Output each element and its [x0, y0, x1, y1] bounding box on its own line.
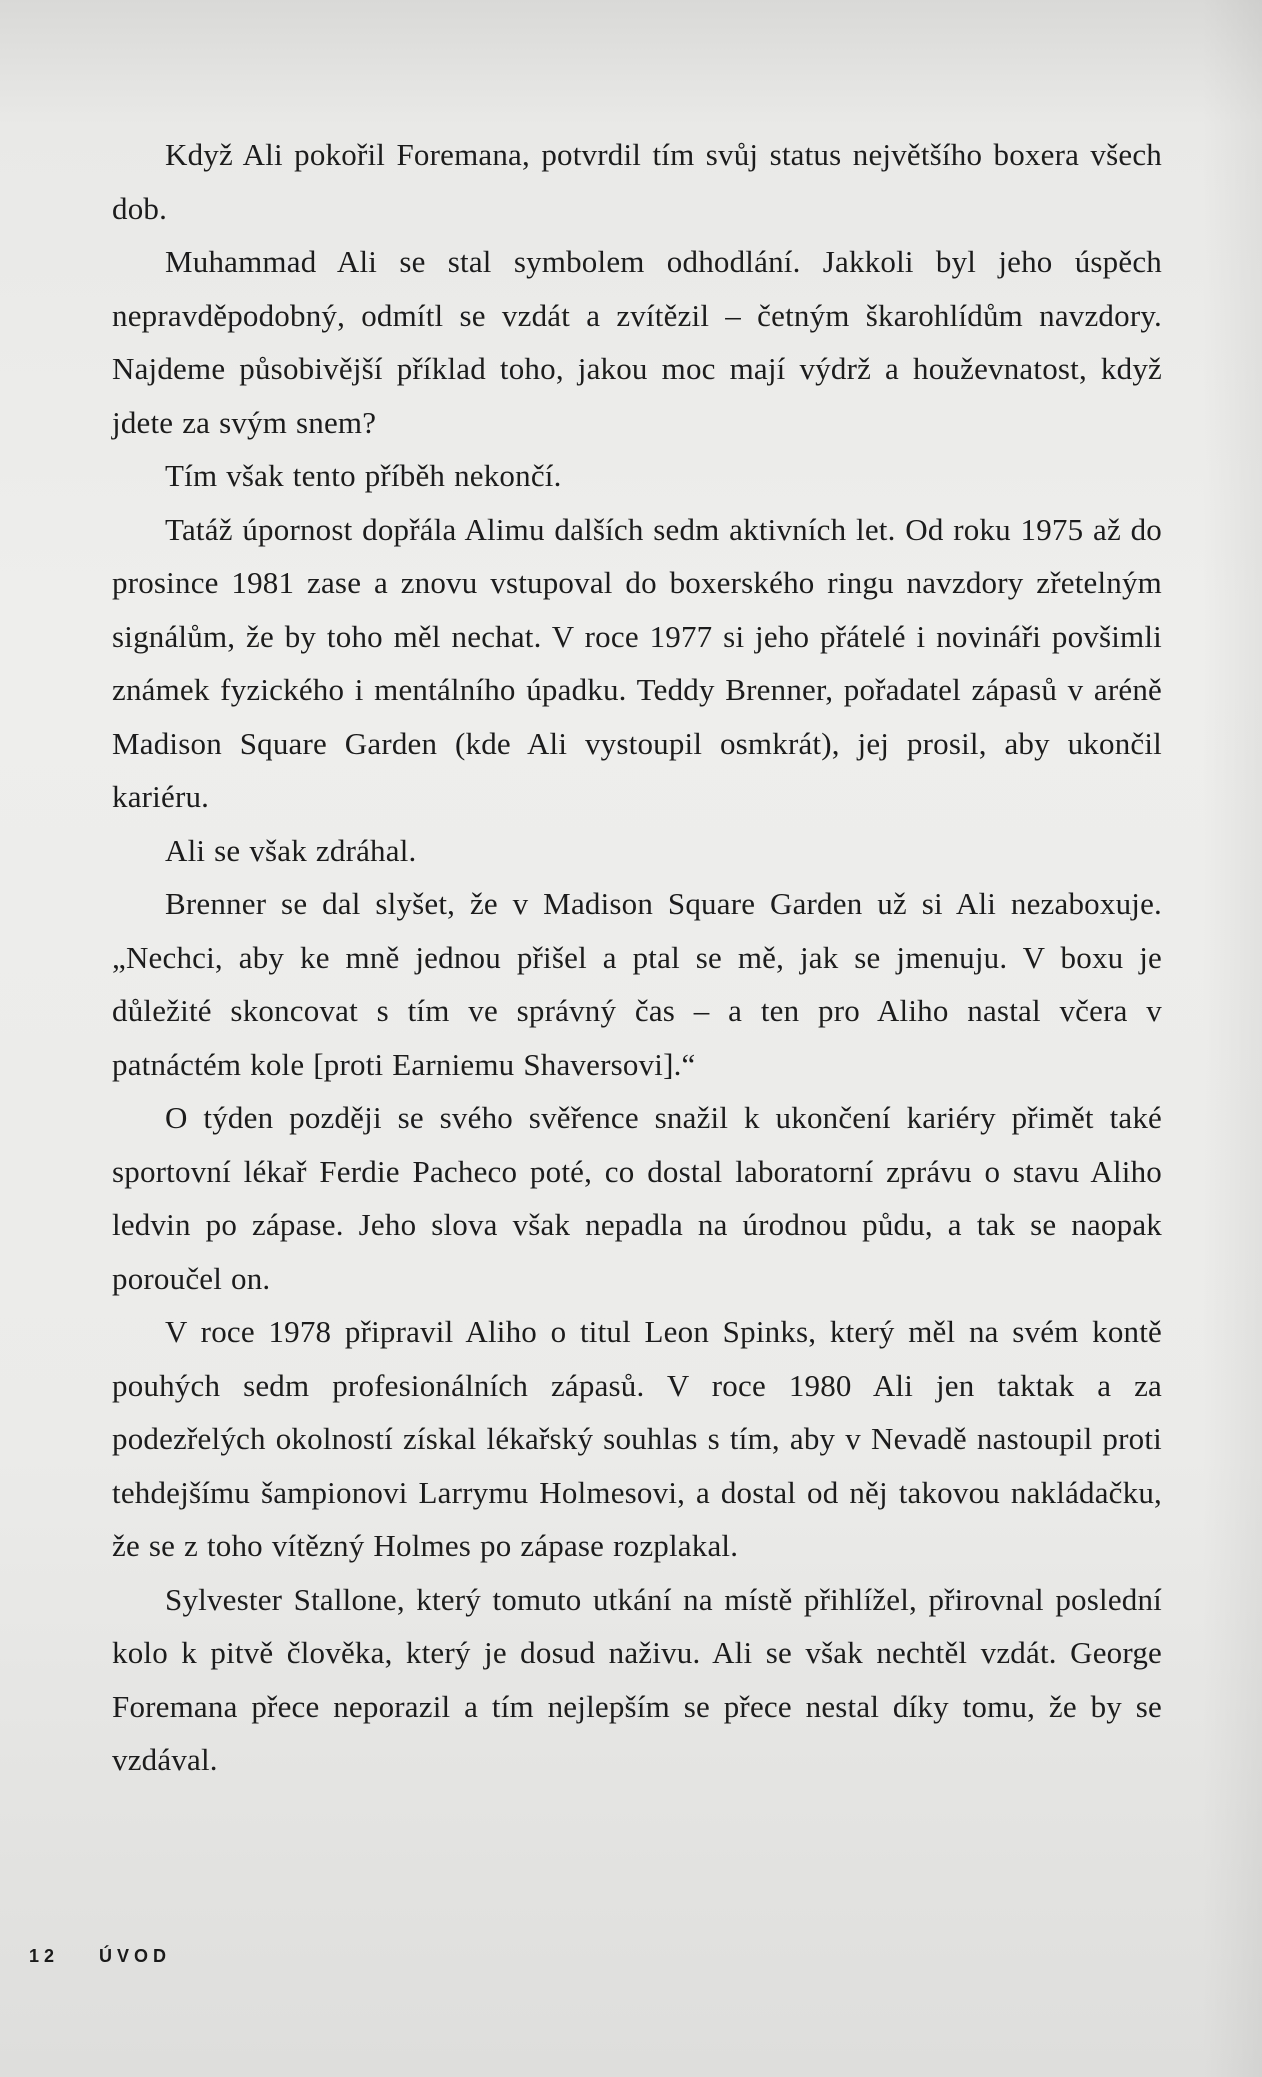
paragraph: Když Ali pokořil Foremana, potvrdil tím svůj status největšího boxera všech dob. — [112, 137, 1162, 226]
paragraph: Brenner se dal slyšet, že v Madison Square Garden už si Ali nezaboxuje. „Nechci, aby ke mně jednou přišel a ptal se mě, jak se jmenuju. V boxu je důležité skoncovat s tím ve správný čas – a ten pro Aliho nastal včera v patnáctém kole [proti Earniemu Shaversovi].“ — [112, 886, 1162, 1082]
paragraph: Sylvester Stallone, který tomuto utkání na místě přihlížel, přirovnal poslední kolo k pitvě člověka, který je dosud naživu. Ali se však nechtěl vzdát. George Foremana přece neporazil a tím nejlepším se přece nestal díky tomu, že by se vzdával. — [112, 1581, 1162, 1777]
body-text — [112, 128, 1162, 1787]
section-title: ÚVOD — [99, 1946, 172, 1966]
paragraph: Ali se však zdráhal. — [165, 832, 417, 868]
paragraph: Tím však tento příběh nekončí. — [165, 458, 562, 493]
page-shadow — [1202, 0, 1262, 2077]
paragraph: Tatáž úpornost dopřála Alimu dalších sedm aktivních let. Od roku 1975 až do prosince 1981 zase a znovu vstupoval do boxerského ringu navzdory zřetelným signálům, že by toho měl nechat. V roce 1977 si jeho přátelé i novináři povšimli známek fyzického i mentálního úpadku. Teddy Brenner, pořadatel zápasů v aréně Madison Square Garden (kde Ali vystoupil osmkrát), jej prosil, aby ukončil kariéru. — [112, 511, 1162, 814]
page-number: 12 — [29, 1946, 60, 1966]
paragraph: V roce 1978 připravil Aliho o titul Leon Spinks, který měl na svém kontě pouhých sedm profesionálních zápasů. V roce 1980 Ali jen taktak a za podezřelých okolností získal lékařský souhlas s tím, aby v Nevadě nastoupil proti tehdejšímu šampionovi Larrymu Holmesovi, a dostal od něj takovou nakládačku, že se z toho vítězný Holmes po zápase rozplakal. — [112, 1314, 1162, 1563]
paragraph: O týden později se svého svěřence snažil k ukončení kariéry přimět také sportovní lékař Ferdie Pacheco poté, co dostal laboratorní zprávu o stavu Aliho ledvin po zápase. Jeho slova však nepadla na úrodnou půdu, a tak se naopak poroučel on. — [112, 1100, 1162, 1296]
page-footer — [29, 1946, 171, 1967]
paragraph: Muhammad Ali se stal symbolem odhodlání. Jakkoli byl jeho úspěch nepravděpodobný, odmítl se vzdát a zvítězil – četným škarohlídům navzdory. Najdeme působivější příklad toho, jakou moc mají výdrž a houževnatost, když jdete za svým snem? — [112, 244, 1162, 440]
